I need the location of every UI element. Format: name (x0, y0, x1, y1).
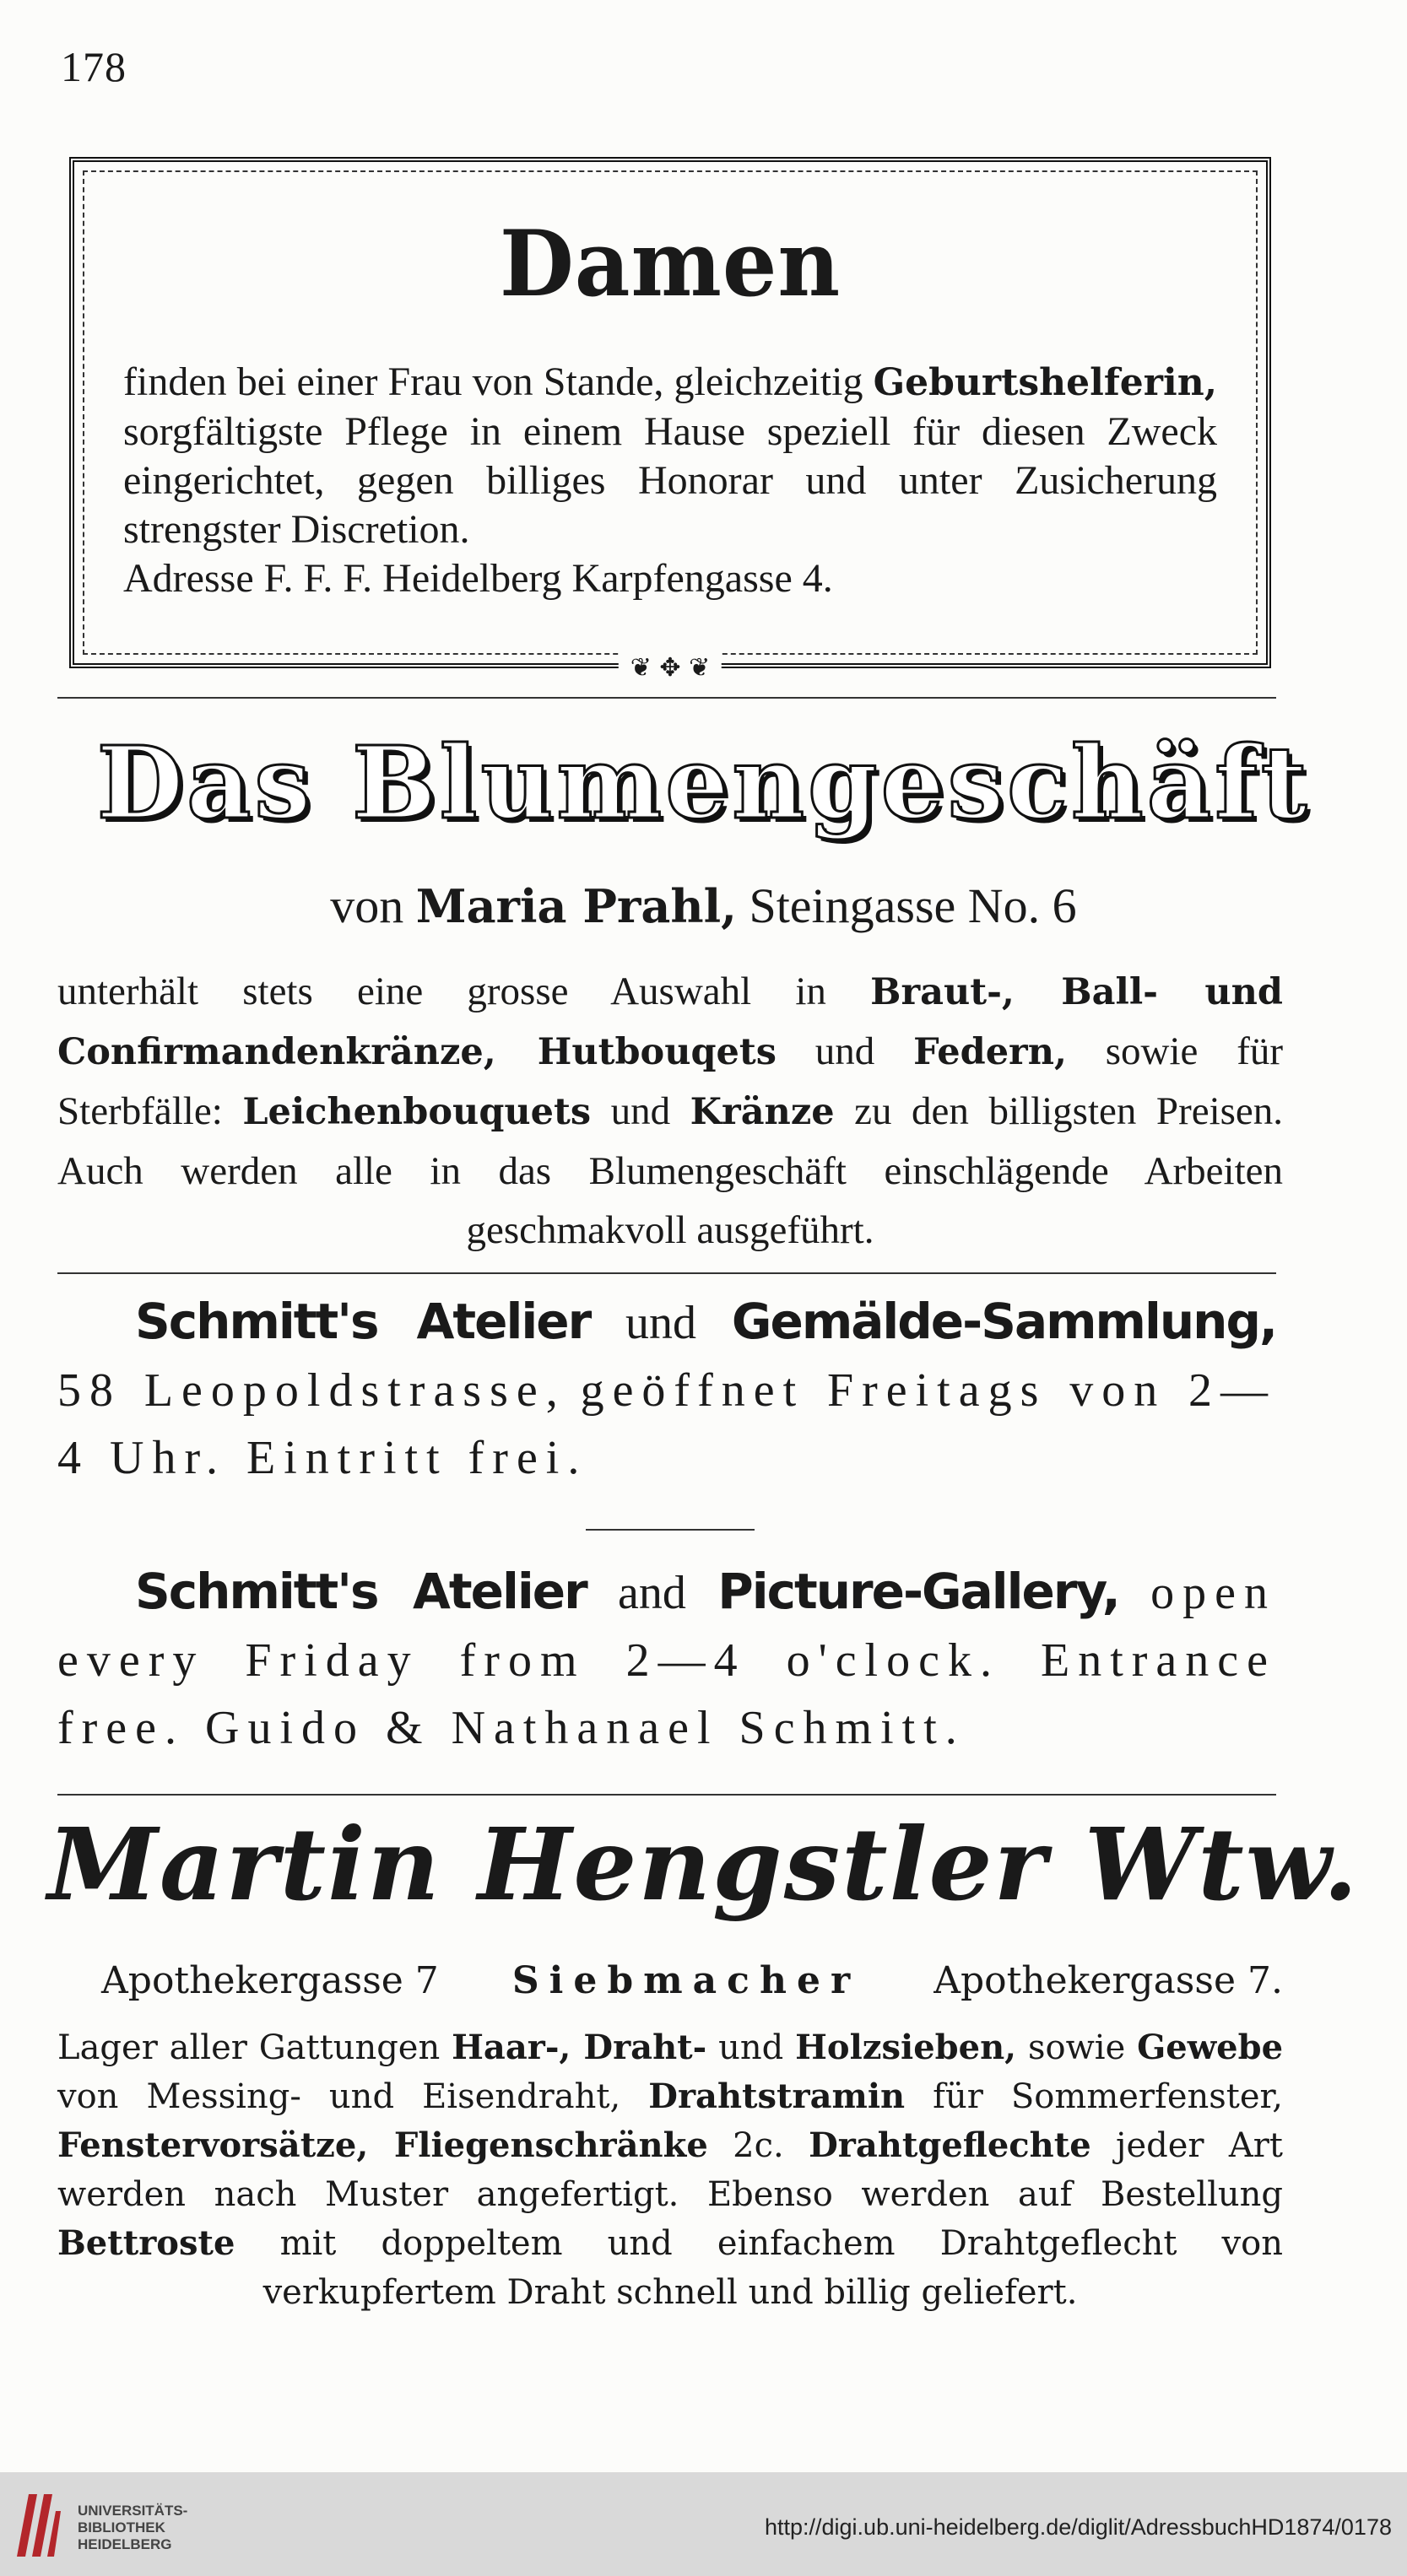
schmitt-en-gallery: Picture-Gallery, (717, 1563, 1119, 1620)
damen-ad-body (123, 358, 1217, 603)
divider (57, 697, 1276, 699)
library-footer (0, 2472, 1407, 2576)
blumen-p1: unterhält stets eine grosse Auswahl in (57, 969, 826, 1013)
schmitt-de-collection: Gemälde-Sammlung, (731, 1293, 1276, 1350)
damen-ad-frame (69, 157, 1271, 683)
schmitt-de-street: 58 Leopoldstrasse, (57, 1364, 566, 1417)
schmitt-en-name: Schmitt's Atelier (135, 1563, 587, 1620)
hengstler-ad-body (57, 2023, 1283, 2317)
damen-ad-title: Damen (499, 211, 841, 317)
hengstler-t5: für Sommerfenster, (933, 2077, 1283, 2116)
source-url-link[interactable]: http://digi.ub.uni-heidelberg.de/diglit/AdressbuchHD1874/0178 (764, 2514, 1392, 2540)
hengstler-t2: und (718, 2028, 784, 2067)
blumen-b1: Braut-, Ball- und Confirmandenkränze, Hutbouqets (57, 971, 1284, 1073)
hengstler-b7: Bettroste (57, 2223, 235, 2263)
hengstler-t4: von Messing- und Eisendraht, (57, 2077, 621, 2116)
damen-text-2: sorgfältigste Pflege in einem Hause speziell für diesen Zweck eingerichtet, gegen billiges Honorar und unter Zusicherung strengster Discretion. (123, 409, 1217, 552)
library-name-line-2: BIBLIOTHEK (78, 2519, 165, 2535)
hengstler-ad-subtitle (101, 1956, 1283, 2006)
blumen-b3: Leichenbouquets (242, 1091, 592, 1133)
blumen-ad-subtitle (0, 878, 1407, 934)
hengstler-b3: Gewebe (1137, 2028, 1284, 2067)
library-name (78, 2503, 187, 2553)
blumen-b2: Federn, (913, 1031, 1067, 1073)
damen-text-1: finden bei einer Frau von Stande, gleichzeitig (123, 359, 863, 404)
hengstler-t1: Lager aller Gattungen (57, 2028, 441, 2067)
schmitt-de-und: und (625, 1297, 697, 1349)
blumen-p3: sowie für Sterbfälle: (57, 1029, 1283, 1133)
blumen-ad-body (57, 962, 1283, 1260)
library-name-line-1: UNIVERSITÄTS- (78, 2503, 188, 2519)
short-divider (586, 1529, 755, 1531)
library-name-line-3: HEIDELBERG (78, 2536, 172, 2552)
blumen-sub-name: Maria Prahl, (415, 879, 737, 933)
hengstler-t6: 2c. (733, 2126, 784, 2165)
schmitt-en-and: and (618, 1567, 686, 1619)
schmitt-de-rest: geöffnet Freitags von 2—4 Uhr. Eintritt frei. (57, 1364, 1277, 1484)
hengstler-left-address: Apothekergasse 7 (101, 1959, 439, 2002)
damen-text-bold: Geburtshelferin, (873, 361, 1218, 404)
hengstler-b6: Drahtgeflechte (809, 2125, 1091, 2165)
blumen-ad-title: Das Blumengeschäft (96, 724, 1311, 841)
schmitt-en-ad (57, 1558, 1276, 1762)
hengstler-b4: Drahtstramin (648, 2076, 906, 2116)
divider (57, 1794, 1276, 1796)
divider (57, 1272, 1276, 1274)
hengstler-b1: Haar-, Draht- (452, 2028, 707, 2067)
blumen-sub-2: Steingasse No. 6 (749, 878, 1077, 933)
ornament-icon: ❦ ✥ ❦ (619, 651, 722, 685)
damen-address: Adresse F. F. F. Heidelberg Karpfengasse 4. (123, 556, 833, 601)
hengstler-t7: jeder Art werden nach Muster angefertigt. Ebenso werden auf Bestellung (57, 2126, 1283, 2214)
university-library-logo-icon (12, 2486, 62, 2562)
hengstler-t3: sowie (1027, 2028, 1126, 2067)
hengstler-right-address: Apothekergasse 7. (933, 1959, 1283, 2002)
schmitt-en-rest: open every Friday from 2—4 o'clock. Entrance free. Guido & Nathanael Schmitt. (57, 1567, 1277, 1754)
hengstler-t8: mit doppeltem und einfachem Drahtgeflecht von verkupfertem Draht schnell und billig geliefert. (262, 2224, 1283, 2312)
blumen-sub-1: von (330, 878, 404, 933)
schmitt-de-name: Schmitt's Atelier (135, 1293, 591, 1350)
schmitt-de-ad (57, 1288, 1276, 1492)
blumen-b4: Kränze (690, 1091, 835, 1133)
hengstler-b5: Fenstervorsätze, Fliegenschränke (57, 2125, 708, 2165)
page-number: 178 (61, 43, 127, 90)
hengstler-b2: Holzsieben, (795, 2028, 1017, 2067)
hengstler-trade: Siebmacher (511, 1959, 861, 2002)
blumen-p2: und (814, 1029, 875, 1073)
blumen-p4: und (610, 1089, 671, 1133)
blumen-p5: zu den billigsten Preisen. Auch werden alle in das Blumengeschäft einschlägende Arbeiten geschmakvoll ausgeführt. (57, 1089, 1284, 1252)
hengstler-ad-title: Martin Hengstler Wtw. (47, 1806, 1360, 1923)
